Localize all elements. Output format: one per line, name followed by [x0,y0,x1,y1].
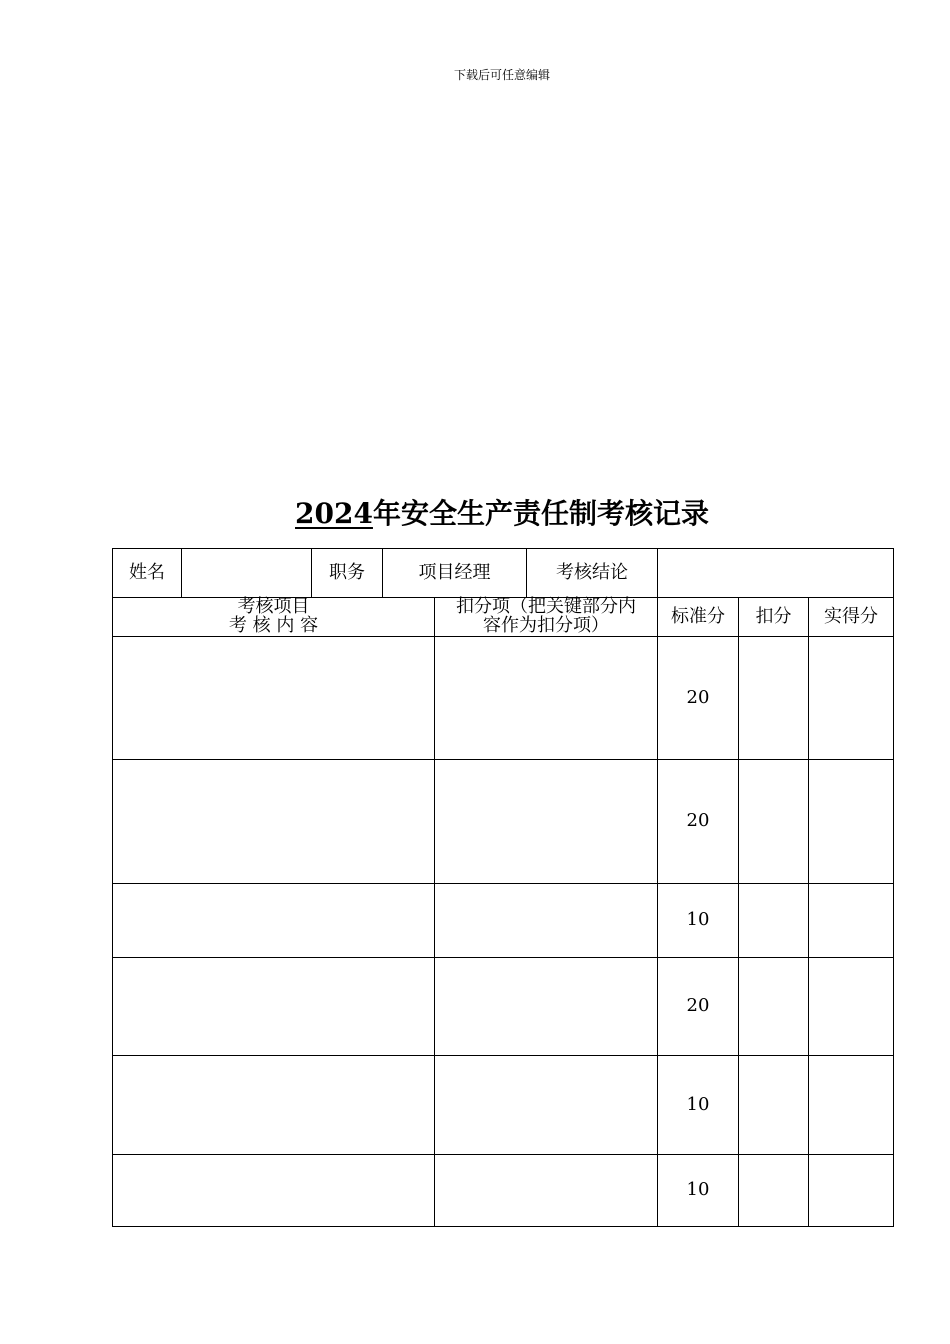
content-cell[interactable] [113,884,435,958]
standard-score-cell: 20 [658,958,739,1056]
deduct-items-cell[interactable] [435,1155,658,1227]
deduct-items-cell[interactable] [435,760,658,884]
actual-score-cell[interactable] [809,1056,894,1155]
header-note: 下载后可任意编辑 [453,68,550,82]
title-text: 年安全生产责任制考核记录 [372,497,709,530]
header-item-line2: 考 核 内 容 [228,615,319,636]
deduct-items-cell[interactable] [435,884,658,958]
table-row [113,884,894,958]
conclusion-value-cell[interactable] [658,549,894,598]
deduction-cell[interactable] [739,958,809,1056]
document-title [0,492,950,532]
deduct-items-cell[interactable] [435,1056,658,1155]
table-row [113,1056,894,1155]
standard-score-cell: 10 [658,1056,739,1155]
column-header-row [113,598,894,637]
actual-score-cell[interactable] [809,637,894,760]
name-value-cell[interactable] [182,549,312,598]
standard-score-cell: 20 [658,637,739,760]
actual-score-cell[interactable] [809,958,894,1056]
actual-score-cell[interactable] [809,760,894,884]
deduction-cell[interactable] [739,884,809,958]
conclusion-label: 考核结论 [527,549,658,598]
header-actual-score: 实得分 [809,598,894,637]
standard-score-cell: 10 [658,884,739,958]
deduction-cell[interactable] [739,760,809,884]
actual-score-cell[interactable] [809,1155,894,1227]
content-cell[interactable] [113,958,435,1056]
standard-score-cell: 10 [658,1155,739,1227]
assessment-table [112,548,894,1227]
deduct-items-cell[interactable] [435,958,658,1056]
deduction-cell[interactable] [739,1155,809,1227]
content-cell[interactable] [113,637,435,760]
deduction-cell[interactable] [739,637,809,760]
standard-score-cell: 20 [658,760,739,884]
title-year: 2024 [295,497,373,530]
header-assessment-item [113,598,435,637]
deduct-items-cell[interactable] [435,637,658,760]
actual-score-cell[interactable] [809,884,894,958]
header-deduct-line1: 扣分项（把关键部分内 [456,596,636,618]
content-cell[interactable] [113,1155,435,1227]
deduction-cell[interactable] [739,1056,809,1155]
header-deduction: 扣分 [739,598,809,637]
table-row [113,958,894,1056]
content-cell[interactable] [113,760,435,884]
header-standard-score: 标准分 [658,598,739,637]
info-row [113,549,894,598]
position-label: 职务 [312,549,383,598]
header-deduction-items [435,598,658,637]
header-item-line1: 考核项目 [237,596,310,618]
content-cell[interactable] [113,1056,435,1155]
name-label: 姓名 [113,549,182,598]
table-row [113,637,894,760]
table-row [113,760,894,884]
header-deduct-line2: 容作为扣分项） [483,615,609,636]
position-value: 项目经理 [383,549,527,598]
table-row [113,1155,894,1227]
